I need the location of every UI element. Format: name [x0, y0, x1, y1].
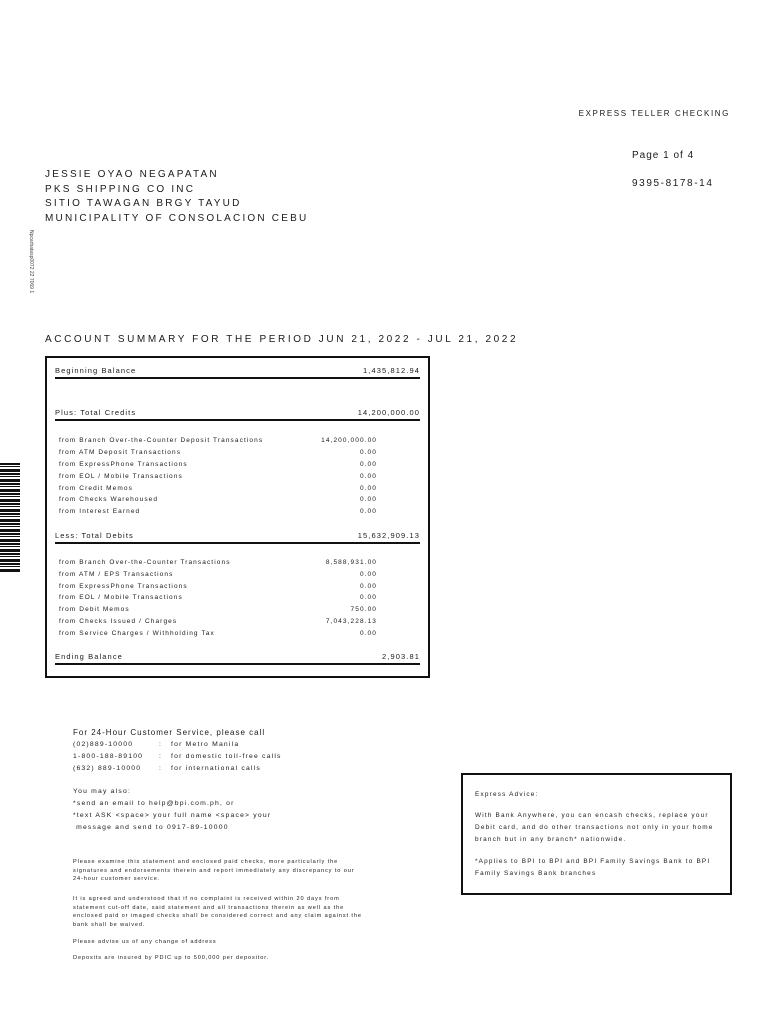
ending-balance-value: 2,903.81	[382, 652, 420, 661]
total-debits-label: Less: Total Debits	[55, 531, 134, 540]
phone-desc: for domestic toll-free calls	[171, 753, 282, 760]
address-line: MUNICIPALITY OF CONSOLACION CEBU	[45, 212, 309, 224]
colon: :	[159, 741, 163, 748]
mailing-address	[45, 168, 308, 226]
divider	[55, 419, 420, 421]
notice-agreement: It is agreed and understood that if no complaint is received within 20 days from statement cut-off date, said statement and all transactions therein as well as the enclosed paid or imaged checks shall be considered correct and any claim against the bank shall be waived.	[73, 896, 362, 928]
may-also-label: You may also:	[73, 788, 132, 795]
address-line: JESSIE OYAO NEGAPATAN	[45, 169, 219, 180]
contact-option: message and send to 0917-89-10000	[73, 824, 229, 831]
document-type: EXPRESS TELLER CHECKING	[578, 109, 730, 118]
contact-option: *text ASK <space> your full name <space> your	[73, 812, 272, 819]
side-code: Npcarbatasp0072 22 7069 1	[28, 230, 34, 294]
divider	[55, 663, 420, 665]
phone-number: (632) 889-10000	[73, 765, 142, 772]
notice-pdic: Deposits are insured by PDIC up to 500,000 per depositor.	[73, 955, 270, 961]
total-credits-value: 14,200,000.00	[357, 408, 420, 417]
express-advice-box	[461, 773, 732, 895]
divider	[55, 542, 420, 544]
colon: :	[159, 753, 163, 760]
notice-examine: Please examine this statement and enclosed paid checks, more particularly the signatures and endorsements therein and report immediately any discrepancy to our 24-hour customer service.	[73, 859, 355, 883]
divider	[55, 377, 420, 379]
colon: :	[159, 765, 163, 772]
account-summary-box: Beginning Balance 1,435,812.94 Plus: Total Credits 14,200,000.00 from Branch Over-the-Counter Deposit Transactions 14,200,000.00 from ATM Deposit Transactions 0.00 from ExpressPhone Transactions 0.00 from EOL / Mobile Transactions 0.00 from Credit Memos 0.00 from Checks Warehoused 0.00 from Interest Earned 0.00 Less: Total Debits 15,632,909.13 from Branch Over-the-Counter Transactions 8,588,931.00 from ATM / EPS Transactions 0.00 from ExpressPhone Transactions 0.00 from EOL / Mobile Transactions 0.00 from Debit Memos 750.00 from Checks Issued / Charges 7,043,228.13 from Service Charges / Withholding Tax 0.00 Ending Balance 2,903.81	[45, 356, 430, 678]
phone-line	[73, 753, 282, 760]
notice-address: Please advise us of any change of address	[73, 939, 217, 945]
total-debits-value: 15,632,909.13	[357, 531, 420, 540]
advice-footnote: *Applies to BPI to BPI and BPI Family Savings Bank to BPI Family Savings Bank branches	[475, 858, 711, 877]
address-line: SITIO TAWAGAN BRGY TAYUD	[45, 198, 242, 210]
address-line: PKS SHIPPING CO INC	[45, 183, 196, 195]
phone-desc: for Metro Manila	[171, 741, 240, 748]
ending-balance-label: Ending Balance	[55, 652, 123, 661]
account-number: 9395-8178-14	[632, 178, 714, 189]
summary-title: ACCOUNT SUMMARY FOR THE PERIOD JUN 21, 2022 - JUL 21, 2022	[45, 334, 519, 345]
advice-title: Express Advice:	[475, 791, 539, 798]
customer-service-title: For 24-Hour Customer Service, please call	[73, 728, 266, 737]
phone-number: (02)889-10000	[73, 741, 134, 748]
phone-desc: for international calls	[171, 765, 261, 772]
contact-option: *send an email to help@bpi.com.ph, or	[73, 800, 235, 807]
phone-line	[73, 765, 261, 772]
advice-body: With Bank Anywhere, you can encash checks, replace your Debit card, and do other transactions not only in your home branch but in any branch* nationwide.	[475, 812, 714, 843]
total-credits-label: Plus: Total Credits	[55, 408, 137, 417]
phone-line	[73, 741, 239, 748]
beginning-balance-label: Beginning Balance	[55, 366, 137, 375]
page-number: Page 1 of 4	[632, 150, 695, 161]
beginning-balance-value: 1,435,812.94	[363, 366, 420, 375]
phone-number: 1-800-188-89100	[73, 753, 144, 760]
barcode	[0, 463, 20, 573]
